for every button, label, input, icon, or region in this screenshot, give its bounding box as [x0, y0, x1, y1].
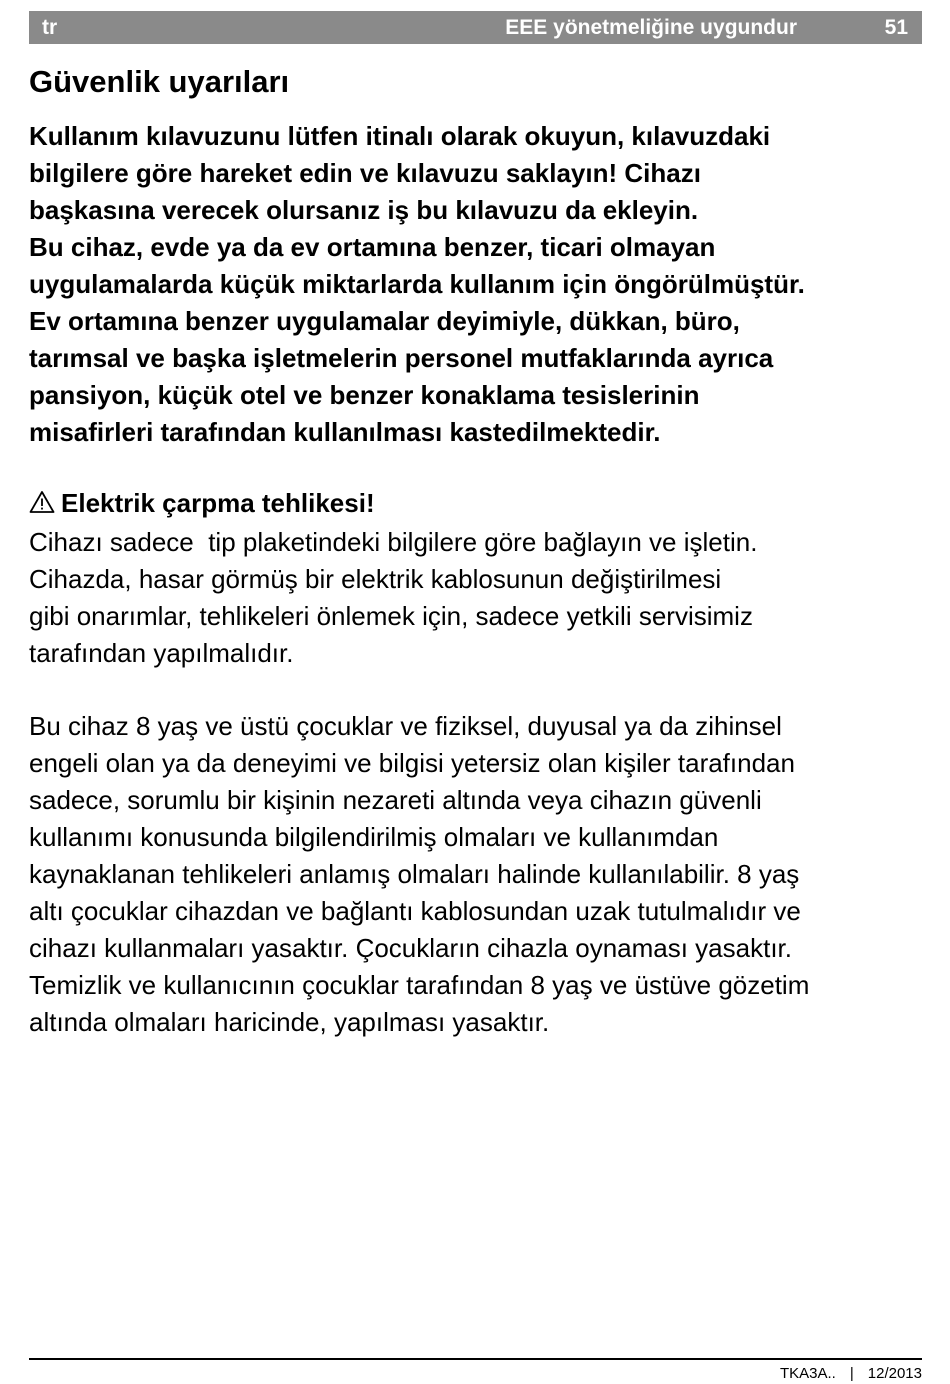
page-header-bar — [29, 11, 922, 44]
connection-instructions-paragraph — [29, 524, 757, 672]
paragraph-line: Bu cihaz 8 yaş ve üstü çocuklar ve fiziksel, duyusal ya da zihinsel — [29, 711, 782, 741]
paragraph-line: Temizlik ve kullanıcının çocuklar tarafından 8 yaş ve üstüve gözetim — [29, 970, 810, 1000]
intro-line: Ev ortamına benzer uygulamalar deyimiyle, dükkan, büro, — [29, 306, 740, 336]
header-language-code: tr — [42, 16, 58, 39]
footer-model: TKA3A.. — [780, 1365, 836, 1382]
electric-shock-warning-heading — [29, 485, 375, 522]
header-title: EEE yönetmeliğine uygundur — [505, 16, 797, 39]
paragraph-line: gibi onarımlar, tehlikeleri önlemek için, sadece yetkili servisimiz — [29, 601, 753, 631]
child-safety-paragraph — [29, 708, 809, 1041]
paragraph-line: Cihazı sadece tip plaketindeki bilgilere göre bağlayın ve işletin. — [29, 527, 758, 557]
intro-line: bilgilere göre hareket edin ve kılavuzu saklayın! Cihazı — [29, 158, 701, 188]
intro-paragraph — [29, 118, 805, 451]
intro-line: uygulamalarda küçük miktarlarda kullanım için öngörülmüştür. — [29, 269, 805, 299]
paragraph-line: engeli olan ya da deneyimi ve bilgisi yetersiz olan kişiler tarafından — [29, 748, 795, 778]
header-page-number: 51 — [884, 16, 908, 39]
intro-line: pansiyon, küçük otel ve benzer konaklama tesislerinin — [29, 380, 700, 410]
intro-line: tarımsal ve başka işletmelerin personel mutfaklarında ayrıca — [29, 343, 774, 373]
footer-date: 12/2013 — [867, 1365, 922, 1382]
paragraph-line: tarafından yapılmalıdır. — [29, 638, 294, 668]
page-title: Güvenlik uyarıları — [29, 64, 290, 99]
paragraph-line: Cihazda, hasar görmüş bir elektrik kablosunun değiştirilmesi — [29, 564, 722, 594]
paragraph-line: kullanımı konusunda bilgilendirilmiş olmaları ve kullanımdan — [29, 822, 719, 852]
paragraph-line: altı çocuklar cihazdan ve bağlantı kablosundan uzak tutulmalıdır ve — [29, 896, 801, 926]
footer-separator: | — [849, 1365, 854, 1382]
paragraph-line: cihazı kullanmaları yasaktır. Çocukların cihazla oynaması yasaktır. — [29, 933, 792, 963]
intro-line: başkasına verecek olursanız iş bu kılavuzu da ekleyin. — [29, 195, 699, 225]
footer-divider — [29, 1358, 922, 1360]
warning-heading-text: Elektrik çarpma tehlikesi! — [61, 488, 375, 518]
warning-triangle-icon — [29, 485, 55, 522]
intro-line: misafirleri tarafından kullanılması kastedilmektedir. — [29, 417, 661, 447]
paragraph-line: kaynaklanan tehlikeleri anlamış olmaları halinde kullanılabilir. 8 yaş — [29, 859, 800, 889]
paragraph-line: sadece, sorumlu bir kişinin nezareti altında veya cihazın güvenli — [29, 785, 762, 815]
paragraph-line: altında olmaları haricinde, yapılması yasaktır. — [29, 1007, 550, 1037]
intro-line: Kullanım kılavuzunu lütfen itinalı olarak okuyun, kılavuzdaki — [29, 121, 771, 151]
page-footer — [780, 1364, 922, 1384]
intro-line: Bu cihaz, evde ya da ev ortamına benzer, ticari olmayan — [29, 232, 716, 262]
